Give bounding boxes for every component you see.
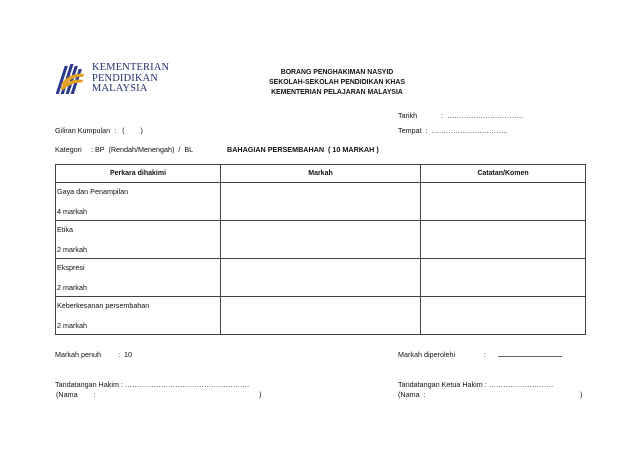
criterion-marks: 4 markah [57, 207, 87, 216]
logo-line-2: PENDIDIKAN [92, 72, 159, 84]
logo-line-1: KEMENTERIAN [92, 62, 170, 73]
nama-hakim-close: ) [259, 390, 262, 399]
title-line-2: SEKOLAH-SEKOLAH PENDIDIKAN KHAS [269, 79, 405, 86]
criterion-marks: 2 markah [57, 321, 87, 330]
markah-diperolehi-colon: : [484, 350, 486, 359]
kategori-value: : BP (Rendah/Menengah) / BL [91, 145, 194, 154]
tempat-field[interactable]: Tempat : ………………………….. [398, 126, 508, 135]
criterion-name: Ekspresi [57, 263, 85, 272]
markah-cell[interactable] [221, 221, 421, 259]
table-row [56, 221, 586, 259]
criterion-cell [56, 259, 221, 297]
form-title [252, 68, 422, 98]
header-perkara: Perkara dihakimi [56, 165, 221, 183]
header-markah: Markah [221, 165, 421, 183]
criterion-cell [56, 297, 221, 335]
markah-diperolehi-label: Markah diperolehi [398, 350, 456, 359]
catatan-cell[interactable] [421, 297, 586, 335]
assessment-table [55, 164, 586, 335]
criterion-name: Etika [57, 225, 73, 234]
nama-ketua-field[interactable]: (Nama : [398, 390, 426, 399]
markah-cell[interactable] [221, 297, 421, 335]
table-header-row [56, 165, 586, 183]
markah-diperolehi-field[interactable] [498, 350, 562, 359]
title-line-3: KEMENTERIAN PELAJARAN MALAYSIA [271, 89, 403, 96]
catatan-cell[interactable] [421, 183, 586, 221]
markah-penuh-value: : 10 [118, 350, 132, 359]
catatan-cell[interactable] [421, 221, 586, 259]
ministry-logo [56, 60, 176, 98]
criterion-name: Gaya dan Penampilan [57, 187, 129, 196]
nama-ketua-close: ) [580, 390, 583, 399]
title-line-1: BORANG PENGHAKIMAN NASYID [280, 69, 394, 76]
criterion-marks: 2 markah [57, 245, 87, 254]
tarikh-field[interactable]: : ………………………….. [441, 111, 523, 120]
giliran-kumpulan-field[interactable]: Giliran Kumpulan : ( ) [55, 126, 143, 135]
nama-hakim-field[interactable]: (Nama : [56, 390, 96, 399]
ministry-name [92, 63, 169, 95]
criterion-name: Keberkesanan persembahan [57, 301, 150, 310]
criterion-cell [56, 183, 221, 221]
tandatangan-ketua-field[interactable]: Tandatangan Ketua Hakim : ……………………… [398, 380, 554, 389]
tarikh-label: Tarikh [398, 111, 418, 120]
header-catatan: Catatan/Komen [421, 165, 586, 183]
tandatangan-hakim-field[interactable]: Tandatangan Hakim : ……………………………………………. [55, 380, 250, 389]
markah-cell[interactable] [221, 183, 421, 221]
markah-diperolehi-blank [498, 350, 562, 357]
markah-cell[interactable] [221, 259, 421, 297]
catatan-cell[interactable] [421, 259, 586, 297]
criterion-cell [56, 221, 221, 259]
table-row [56, 183, 586, 221]
ministry-emblem-icon [56, 62, 90, 98]
bahagian-heading: BAHAGIAN PERSEMBAHAN ( 10 MARKAH ) [227, 145, 379, 154]
criterion-marks: 2 markah [57, 283, 87, 292]
table-row [56, 259, 586, 297]
table-row [56, 297, 586, 335]
markah-penuh-label: Markah penuh [55, 350, 101, 359]
kategori-label: Kategori [55, 145, 82, 154]
logo-line-3: MALAYSIA [92, 83, 148, 95]
